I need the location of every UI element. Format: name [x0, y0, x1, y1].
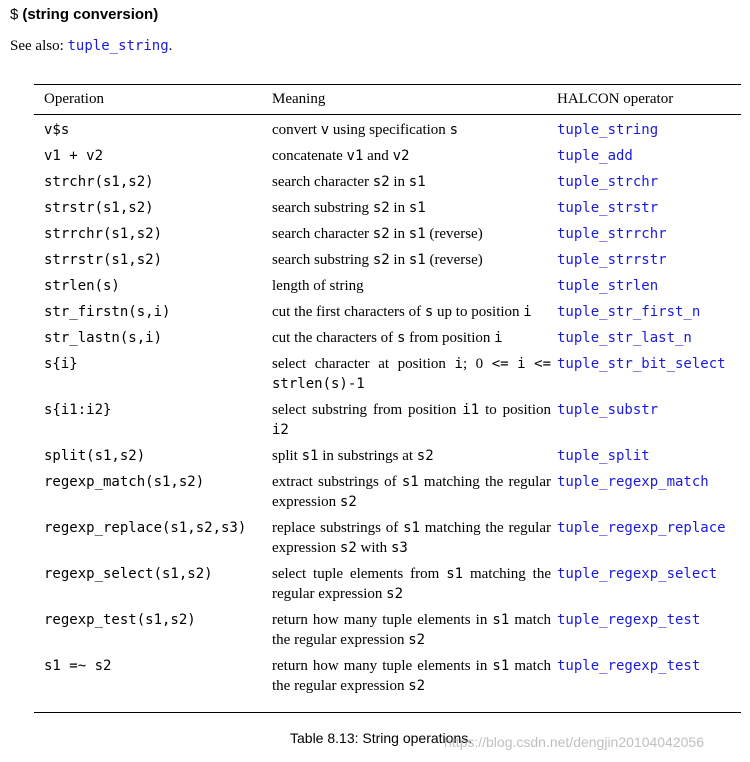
- meaning-code: i: [523, 304, 532, 320]
- meaning-cell: [272, 328, 557, 354]
- meaning-text: matching the regular expression: [272, 520, 551, 556]
- meaning-code: s3: [390, 540, 408, 556]
- meaning-code: s1: [408, 200, 426, 216]
- meaning-text: from position: [405, 330, 495, 346]
- meaning-text: split: [272, 448, 302, 464]
- see-also-link[interactable]: tuple_string: [67, 38, 169, 54]
- meaning-code: i: [494, 330, 503, 346]
- meaning-text: using specification: [329, 122, 450, 138]
- meaning-cell: [272, 472, 557, 518]
- meaning-cell: [272, 400, 557, 446]
- header-halcon-operator: HALCON operator: [557, 91, 674, 107]
- meaning-code: s2: [386, 586, 403, 602]
- header-operation: Operation: [44, 91, 104, 107]
- halcon-operator-link[interactable]: tuple_add: [557, 148, 633, 164]
- meaning-code: s2: [372, 200, 390, 216]
- meaning-cell: [272, 276, 557, 302]
- meaning-text: matching the regular expression: [272, 474, 551, 510]
- meaning-cell: [272, 656, 557, 702]
- operation-cell: strlen(s): [44, 278, 120, 294]
- meaning-code: s2: [408, 678, 426, 694]
- table-row: [34, 172, 741, 198]
- meaning-code: strlen(s)-1: [272, 376, 365, 392]
- header-meaning: Meaning: [272, 91, 326, 107]
- table-row: [34, 564, 741, 610]
- meaning-text: in: [389, 226, 409, 242]
- meaning-code: v: [320, 122, 330, 138]
- table-row: [34, 518, 741, 564]
- meaning-code: s1: [492, 658, 510, 674]
- see-also: [10, 38, 172, 55]
- meaning-text: search character: [272, 174, 373, 190]
- meaning-code: s1: [408, 226, 426, 242]
- table-row: [34, 302, 741, 328]
- table-row: [34, 472, 741, 518]
- meaning-code: s2: [372, 226, 390, 242]
- meaning-cell: [272, 446, 557, 472]
- see-also-label: See also:: [10, 38, 64, 54]
- operation-cell: strrchr(s1,s2): [44, 226, 163, 242]
- halcon-operator-link[interactable]: tuple_regexp_match: [557, 474, 709, 490]
- meaning-cell: [272, 172, 557, 198]
- meaning-text: (reverse): [425, 226, 483, 242]
- operation-cell: str_firstn(s,i): [44, 304, 171, 320]
- meaning-code: s: [424, 304, 434, 320]
- meaning-code: v1: [346, 148, 364, 164]
- halcon-operator-link[interactable]: tuple_regexp_test: [557, 658, 701, 674]
- meaning-text: with: [356, 540, 391, 556]
- operation-cell: split(s1,s2): [44, 448, 146, 464]
- meaning-text: in: [389, 174, 409, 190]
- meaning-code: i: [517, 356, 526, 372]
- dollar-operator: $: [10, 6, 19, 23]
- operation-cell: regexp_match(s1,s2): [44, 474, 205, 490]
- meaning-code: s1: [301, 448, 319, 464]
- meaning-cell: [272, 518, 557, 564]
- table-row: [34, 146, 741, 172]
- operation-cell: v1 + v2: [44, 148, 104, 164]
- meaning-text: concatenate: [272, 148, 347, 164]
- meaning-code: s: [396, 330, 406, 346]
- meaning-text: to position: [479, 402, 551, 418]
- meaning-text: select character at position: [272, 356, 455, 372]
- meaning-code: s1: [403, 520, 420, 536]
- halcon-operator-link[interactable]: tuple_strlen: [557, 278, 659, 294]
- table-caption: Table 8.13: String operations.: [290, 730, 473, 746]
- meaning-code: <=: [534, 356, 552, 372]
- halcon-operator-link[interactable]: tuple_regexp_test: [557, 612, 701, 628]
- operation-cell: s1 =~ s2: [44, 658, 112, 674]
- table-row: [34, 400, 741, 446]
- meaning-cell: [272, 302, 557, 328]
- meaning-text: return how many tuple elements in: [272, 658, 493, 674]
- meaning-cell: [272, 354, 557, 400]
- table-row: [34, 446, 741, 472]
- meaning-code: s1: [446, 566, 464, 582]
- meaning-text: match the regular expression: [272, 658, 551, 694]
- see-also-period: .: [168, 38, 173, 54]
- halcon-operator-link[interactable]: tuple_str_first_n: [557, 304, 701, 320]
- meaning-text: matching the regular expression: [272, 566, 551, 602]
- meaning-text: length of string: [272, 278, 364, 294]
- meaning-text: up to position: [433, 304, 524, 320]
- table-bottom-rule: [34, 712, 741, 713]
- meaning-text: extract substrings of: [272, 474, 402, 490]
- operation-cell: regexp_replace(s1,s2,s3): [44, 520, 247, 536]
- meaning-code: s2: [408, 632, 426, 648]
- meaning-text: match the regular expression: [272, 612, 551, 648]
- meaning-text: search substring: [272, 252, 373, 268]
- section-title: (string conversion): [22, 6, 159, 23]
- table-row: [34, 610, 741, 656]
- meaning-text: [526, 356, 535, 372]
- table-row: [34, 656, 741, 702]
- meaning-text: in substrings at: [318, 448, 417, 464]
- halcon-operator-link[interactable]: tuple_strrchr: [557, 226, 667, 242]
- meaning-code: <=: [491, 356, 509, 372]
- meaning-text: (reverse): [425, 252, 483, 268]
- meaning-code: i1: [462, 402, 480, 418]
- meaning-text: search character: [272, 226, 373, 242]
- meaning-cell: [272, 564, 557, 610]
- meaning-code: i2: [272, 422, 289, 438]
- meaning-text: convert: [272, 122, 321, 138]
- string-operations-table: [34, 88, 741, 702]
- halcon-operator-link[interactable]: tuple_split: [557, 448, 650, 464]
- operation-cell: strrstr(s1,s2): [44, 252, 163, 268]
- meaning-code: s2: [339, 494, 357, 510]
- table-row: [34, 114, 741, 146]
- meaning-cell: [272, 224, 557, 250]
- halcon-operator-link[interactable]: tuple_strrstr: [557, 252, 667, 268]
- meaning-code: s2: [416, 448, 434, 464]
- meaning-code: s2: [339, 540, 357, 556]
- table-header-row: [34, 88, 741, 114]
- meaning-code: s1: [408, 252, 426, 268]
- section-heading: [10, 6, 158, 23]
- meaning-text: return how many tuple elements in: [272, 612, 493, 628]
- meaning-code: s2: [372, 174, 390, 190]
- halcon-operator-link[interactable]: tuple_regexp_select: [557, 566, 718, 582]
- operation-cell: strstr(s1,s2): [44, 200, 154, 216]
- meaning-text: select substring from position: [272, 402, 463, 418]
- table-row: [34, 354, 741, 400]
- table-row: [34, 250, 741, 276]
- table-row: [34, 276, 741, 302]
- meaning-code: s: [449, 122, 458, 138]
- meaning-code: i: [454, 356, 463, 372]
- meaning-text: search substring: [272, 200, 373, 216]
- halcon-operator-link[interactable]: tuple_substr: [557, 402, 659, 418]
- operation-cell: v$s: [44, 122, 70, 138]
- operation-cell: regexp_test(s1,s2): [44, 612, 196, 628]
- meaning-text: in: [389, 252, 409, 268]
- meaning-cell: [272, 250, 557, 276]
- operation-cell: str_lastn(s,i): [44, 330, 163, 346]
- meaning-text: ; 0: [462, 356, 492, 372]
- meaning-text: cut the characters of: [272, 330, 397, 346]
- halcon-operator-link[interactable]: tuple_strchr: [557, 174, 659, 190]
- meaning-text: in: [389, 200, 409, 216]
- halcon-operator-link[interactable]: tuple_regexp_replace: [557, 520, 726, 536]
- watermark: https://blog.csdn.net/dengjin20104042056: [444, 734, 704, 750]
- meaning-code: v2: [392, 148, 410, 164]
- meaning-text: select tuple elements from: [272, 566, 447, 582]
- table-top-rule: [34, 84, 741, 85]
- meaning-code: s1: [492, 612, 510, 628]
- meaning-text: cut the first characters of: [272, 304, 425, 320]
- halcon-operator-link[interactable]: tuple_string: [557, 122, 659, 138]
- meaning-code: s2: [372, 252, 390, 268]
- table-row: [34, 198, 741, 224]
- halcon-operator-link[interactable]: tuple_str_bit_select: [557, 356, 726, 372]
- operation-cell: s{i}: [44, 356, 78, 372]
- meaning-cell: [272, 610, 557, 656]
- operation-cell: regexp_select(s1,s2): [44, 566, 213, 582]
- meaning-code: s1: [408, 174, 426, 190]
- meaning-text: [509, 356, 518, 372]
- meaning-cell: [272, 198, 557, 224]
- halcon-operator-link[interactable]: tuple_strstr: [557, 200, 659, 216]
- operation-cell: strchr(s1,s2): [44, 174, 154, 190]
- meaning-cell: [272, 114, 557, 146]
- meaning-text: and: [363, 148, 393, 164]
- meaning-text: replace substrings of: [272, 520, 404, 536]
- meaning-code: s1: [401, 474, 419, 490]
- operation-cell: s{i1:i2}: [44, 402, 112, 418]
- table-row: [34, 328, 741, 354]
- table-row: [34, 224, 741, 250]
- halcon-operator-link[interactable]: tuple_str_last_n: [557, 330, 692, 346]
- meaning-cell: [272, 146, 557, 172]
